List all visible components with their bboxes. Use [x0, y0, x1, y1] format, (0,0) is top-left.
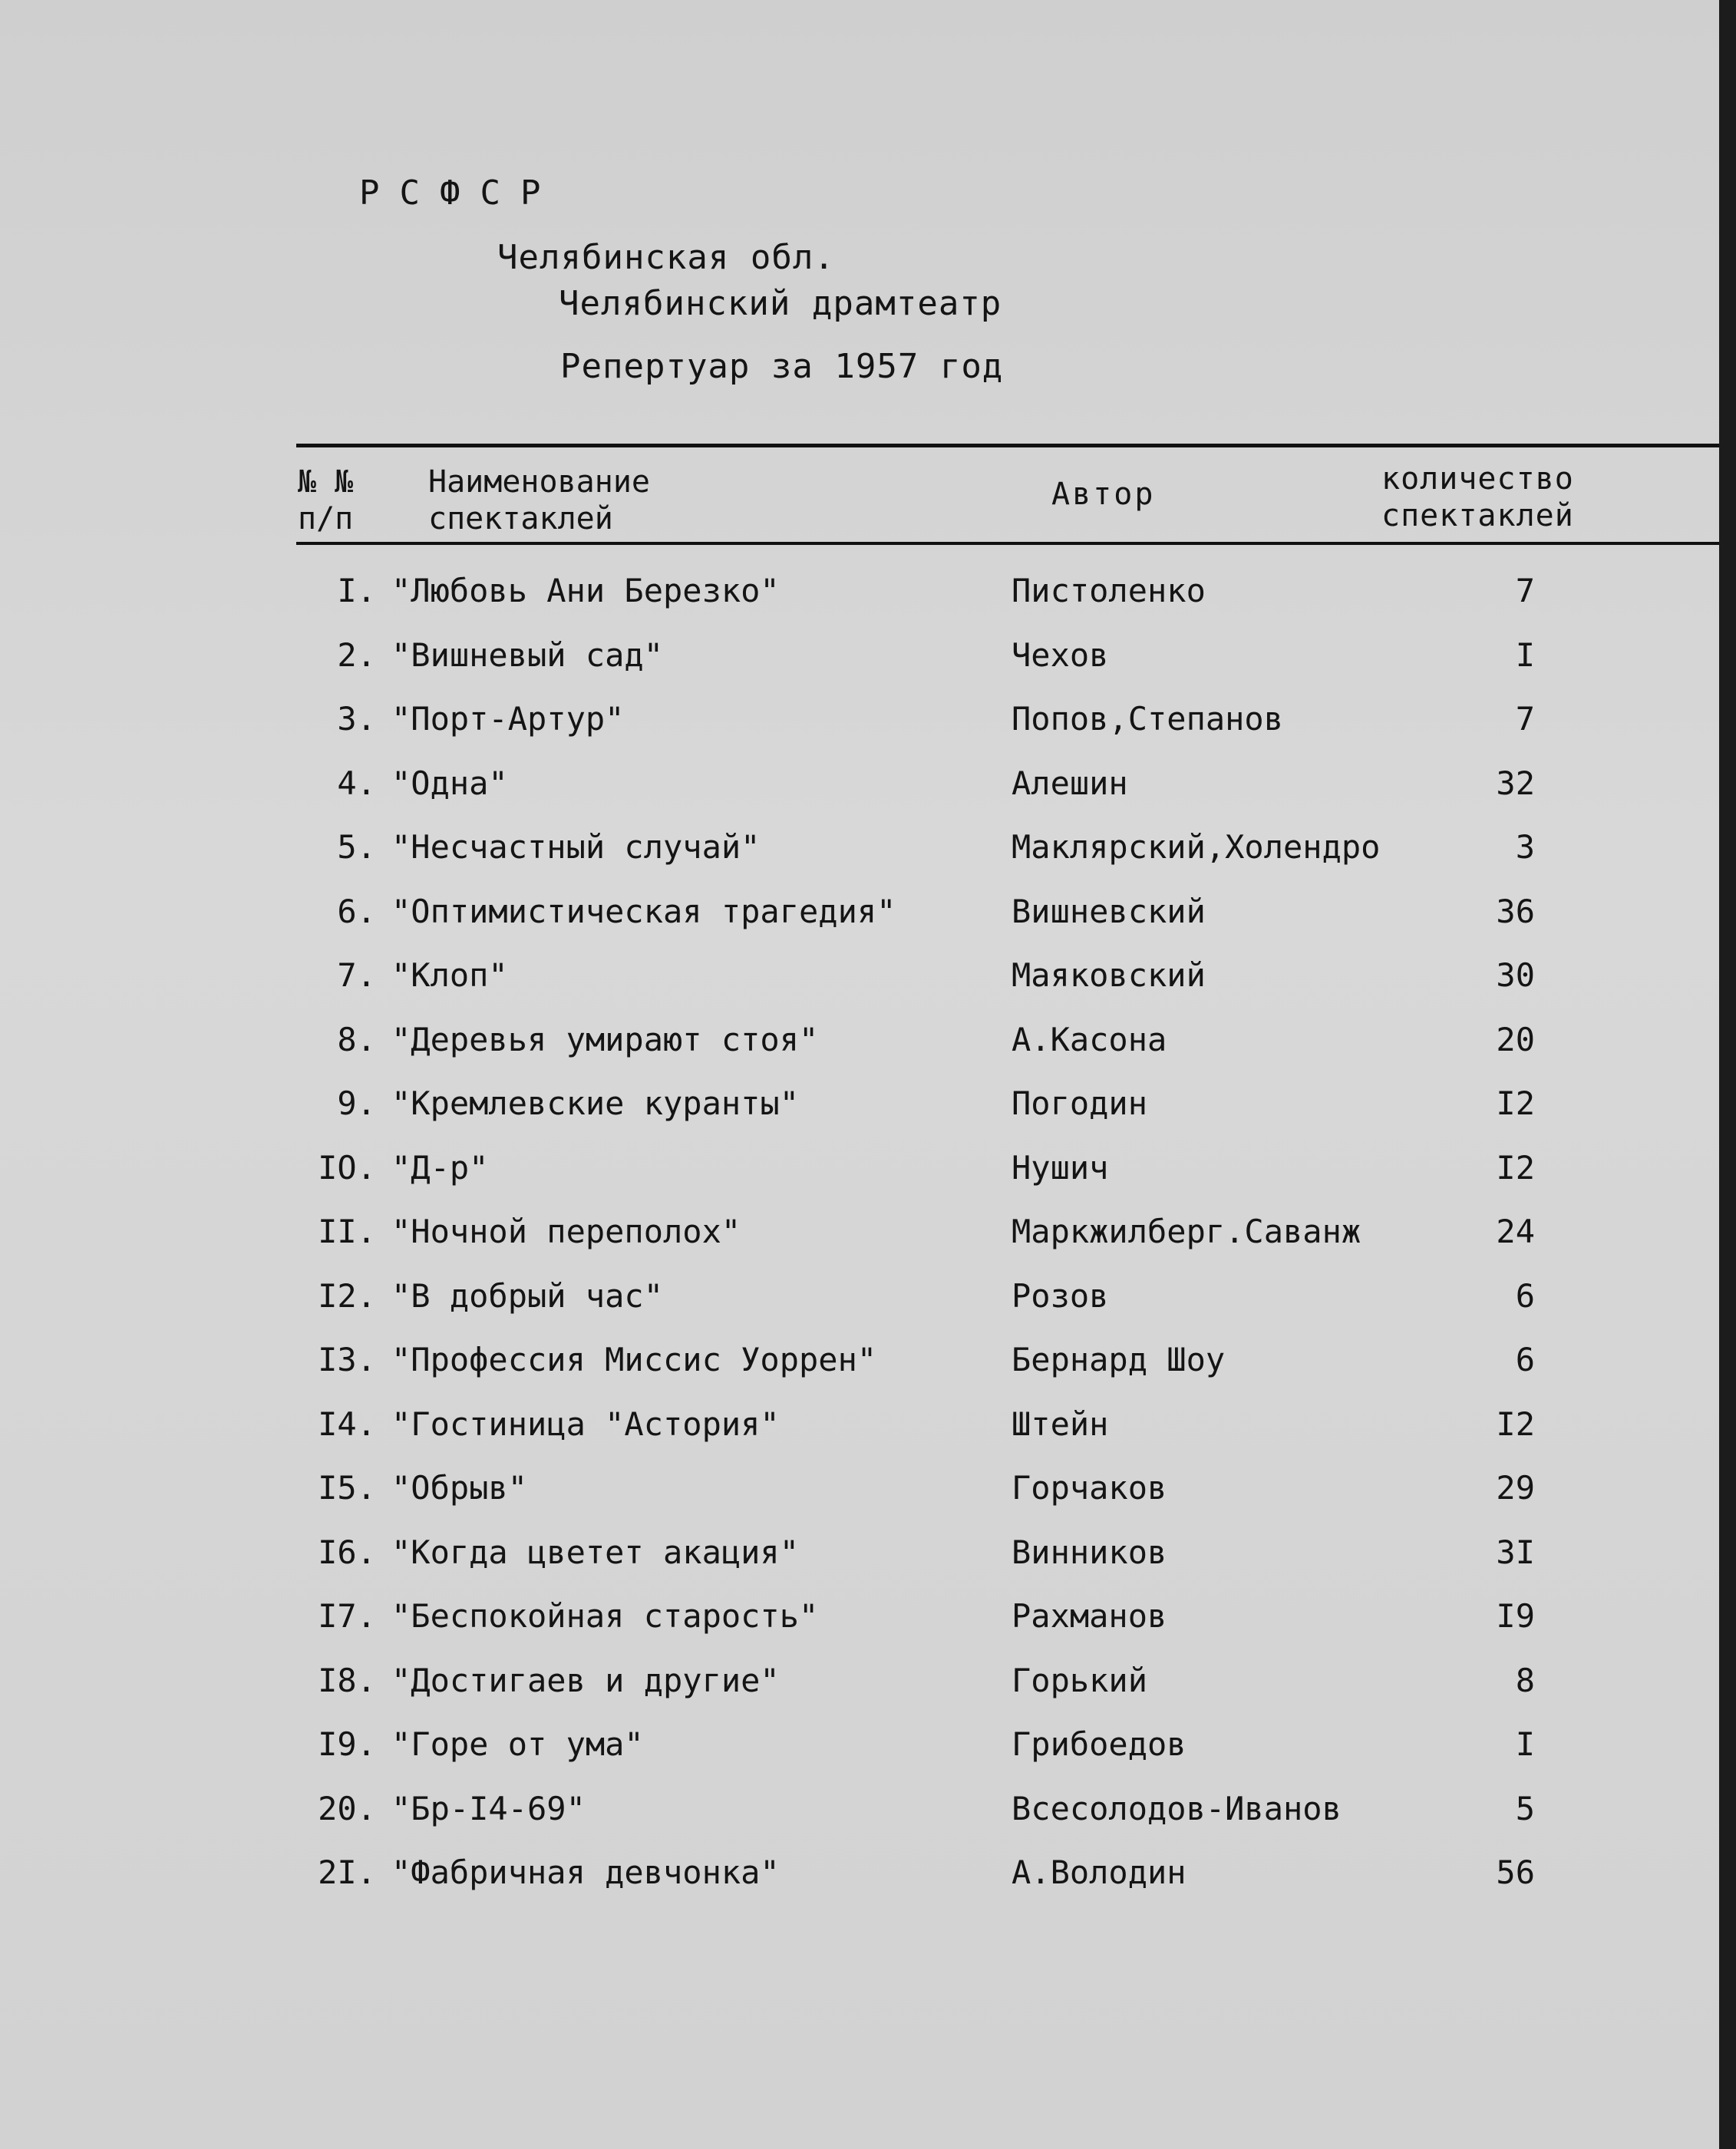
column-header-number: [298, 464, 353, 537]
table-row: [0, 564, 1719, 629]
row-author: Штейн: [1012, 1405, 1109, 1443]
row-count: 56: [1496, 1854, 1535, 1891]
row-title: "Ночной переполох": [391, 1213, 741, 1250]
table-row: [0, 1782, 1719, 1847]
table-row: [0, 1398, 1719, 1462]
row-title: "Любовь Ани Березко": [391, 572, 780, 609]
table-row: [0, 1141, 1719, 1206]
row-count: 29: [1496, 1469, 1535, 1507]
row-title: "Обрыв": [391, 1469, 528, 1507]
row-count: I9: [1496, 1597, 1535, 1635]
row-number: I5.: [318, 1469, 376, 1507]
row-count: 5: [1515, 1789, 1535, 1827]
row-author: Погодин: [1012, 1084, 1148, 1122]
row-author: Попов,Степанов: [1012, 700, 1284, 738]
row-title: "Порт-Артур": [391, 700, 625, 738]
row-number: 8.: [337, 1020, 376, 1058]
column-header-author: Автор: [1051, 477, 1156, 512]
page-edge-shadow: [1719, 0, 1736, 2149]
table-row: [0, 1718, 1719, 1782]
row-number: 7.: [337, 956, 376, 994]
row-count: 6: [1515, 1341, 1535, 1378]
row-count: 24: [1496, 1213, 1535, 1250]
table-row: [0, 1333, 1719, 1398]
repertoire-table: [0, 564, 1719, 1910]
row-author: Рахманов: [1012, 1597, 1167, 1635]
row-author: Чехов: [1012, 635, 1109, 674]
row-title: "Беспокойная старость": [391, 1597, 819, 1635]
row-title: "Бр-I4-69": [391, 1789, 586, 1827]
row-number: 9.: [337, 1084, 376, 1122]
row-author: Алешин: [1012, 764, 1128, 802]
row-number: 20.: [318, 1789, 376, 1827]
row-number: I4.: [318, 1405, 376, 1443]
table-row: [0, 885, 1719, 949]
row-author: Розов: [1012, 1276, 1109, 1315]
row-count: 6: [1515, 1276, 1535, 1315]
column-header-number-line2: п/п: [298, 501, 354, 536]
row-author: Маклярский,Холендро: [1012, 828, 1381, 866]
column-header-count-line2: спектаклей: [1381, 498, 1574, 533]
table-top-rule: [296, 444, 1719, 447]
table-row: [0, 1654, 1719, 1718]
row-count: 32: [1496, 764, 1535, 802]
column-header-count-line1: количество: [1381, 461, 1574, 497]
row-title: "В добрый час": [391, 1276, 664, 1315]
row-number: I3.: [318, 1341, 376, 1378]
table-row: [0, 949, 1719, 1013]
row-count: I2: [1496, 1405, 1535, 1443]
table-row: [0, 1526, 1719, 1590]
table-row: [0, 1269, 1719, 1334]
row-number: II.: [318, 1213, 376, 1250]
row-count: 3: [1515, 828, 1535, 866]
row-count: I2: [1496, 1084, 1535, 1122]
column-header-number-line1: № №: [298, 464, 354, 500]
table-row: [0, 1077, 1719, 1141]
row-title: "Фабричная девчонка": [391, 1854, 780, 1891]
row-author: Винников: [1012, 1533, 1167, 1571]
row-count: 8: [1515, 1661, 1535, 1699]
row-author: Маркжилберг.Саванж: [1012, 1213, 1361, 1250]
table-row: [0, 1589, 1719, 1654]
row-title: "Гостиница "Астория": [391, 1405, 780, 1443]
column-header-title-line1: Наименование: [428, 464, 650, 500]
table-row: [0, 629, 1719, 693]
table-header-rule: [296, 542, 1719, 545]
table-row: [0, 1205, 1719, 1269]
row-author: Вишневский: [1012, 892, 1206, 930]
table-row: [0, 1846, 1719, 1910]
row-count: I: [1515, 635, 1535, 674]
row-count: 30: [1496, 956, 1535, 994]
row-number: I2.: [318, 1276, 376, 1315]
header-republic: РСФСР: [359, 173, 561, 213]
header-oblast: Челябинская обл.: [497, 238, 835, 277]
header-theatre: Челябинский драмтеатр: [559, 284, 1002, 323]
column-header-title-line2: спектаклей: [428, 501, 613, 536]
row-number: 4.: [337, 764, 376, 802]
row-author: Пистоленко: [1012, 572, 1206, 609]
row-number: I6.: [318, 1533, 376, 1571]
row-count: I2: [1496, 1148, 1535, 1187]
row-count: 7: [1515, 572, 1535, 609]
row-number: I7.: [318, 1597, 376, 1635]
row-number: 5.: [337, 828, 376, 866]
row-number: 3.: [337, 700, 376, 738]
row-author: Горький: [1012, 1661, 1148, 1699]
row-title: "Клоп": [391, 956, 508, 994]
table-row: [0, 1461, 1719, 1526]
row-author: Горчаков: [1012, 1469, 1167, 1507]
row-title: "Горе от ума": [391, 1725, 644, 1763]
row-count: 20: [1496, 1020, 1535, 1058]
row-author: Грибоедов: [1012, 1725, 1186, 1763]
row-title: "Когда цветет акация": [391, 1533, 800, 1571]
row-author: Маяковский: [1012, 956, 1206, 994]
row-author: А.Касона: [1012, 1020, 1167, 1058]
row-title: "Деревья умирают стоя": [391, 1020, 819, 1058]
row-author: Бернард Шоу: [1012, 1341, 1226, 1378]
row-number: IO.: [318, 1148, 376, 1187]
row-title: "Вишневый сад": [391, 635, 664, 674]
row-count: 7: [1515, 700, 1535, 738]
row-count: 3I: [1496, 1533, 1535, 1571]
row-title: "Профессия Миссис Уоррен": [391, 1341, 877, 1378]
row-title: "Д-р": [391, 1148, 489, 1187]
document-title: Репертуар за 1957 год: [560, 347, 1004, 386]
row-title: "Несчастный случай": [391, 828, 761, 866]
row-number: I.: [337, 572, 376, 609]
row-number: I8.: [318, 1661, 376, 1699]
row-number: I9.: [318, 1725, 376, 1763]
table-row: [0, 1013, 1719, 1078]
row-author: Всесолодов-Иванов: [1012, 1789, 1342, 1827]
row-title: "Достигаев и другие": [391, 1661, 780, 1699]
row-count: 36: [1496, 892, 1535, 930]
row-author: Нушич: [1012, 1148, 1109, 1187]
row-title: "Кремлевские куранты": [391, 1084, 800, 1122]
table-row: [0, 757, 1719, 821]
row-title: "Оптимистическая трагедия": [391, 892, 896, 930]
row-title: "Одна": [391, 764, 508, 802]
column-header-title: [428, 464, 650, 537]
column-header-count: [1381, 460, 1574, 534]
row-number: 2.: [337, 635, 376, 674]
row-number: 6.: [337, 892, 376, 930]
row-number: 2I.: [318, 1854, 376, 1891]
row-author: А.Володин: [1012, 1854, 1186, 1891]
table-row: [0, 692, 1719, 757]
row-count: I: [1515, 1725, 1535, 1763]
table-row: [0, 820, 1719, 885]
